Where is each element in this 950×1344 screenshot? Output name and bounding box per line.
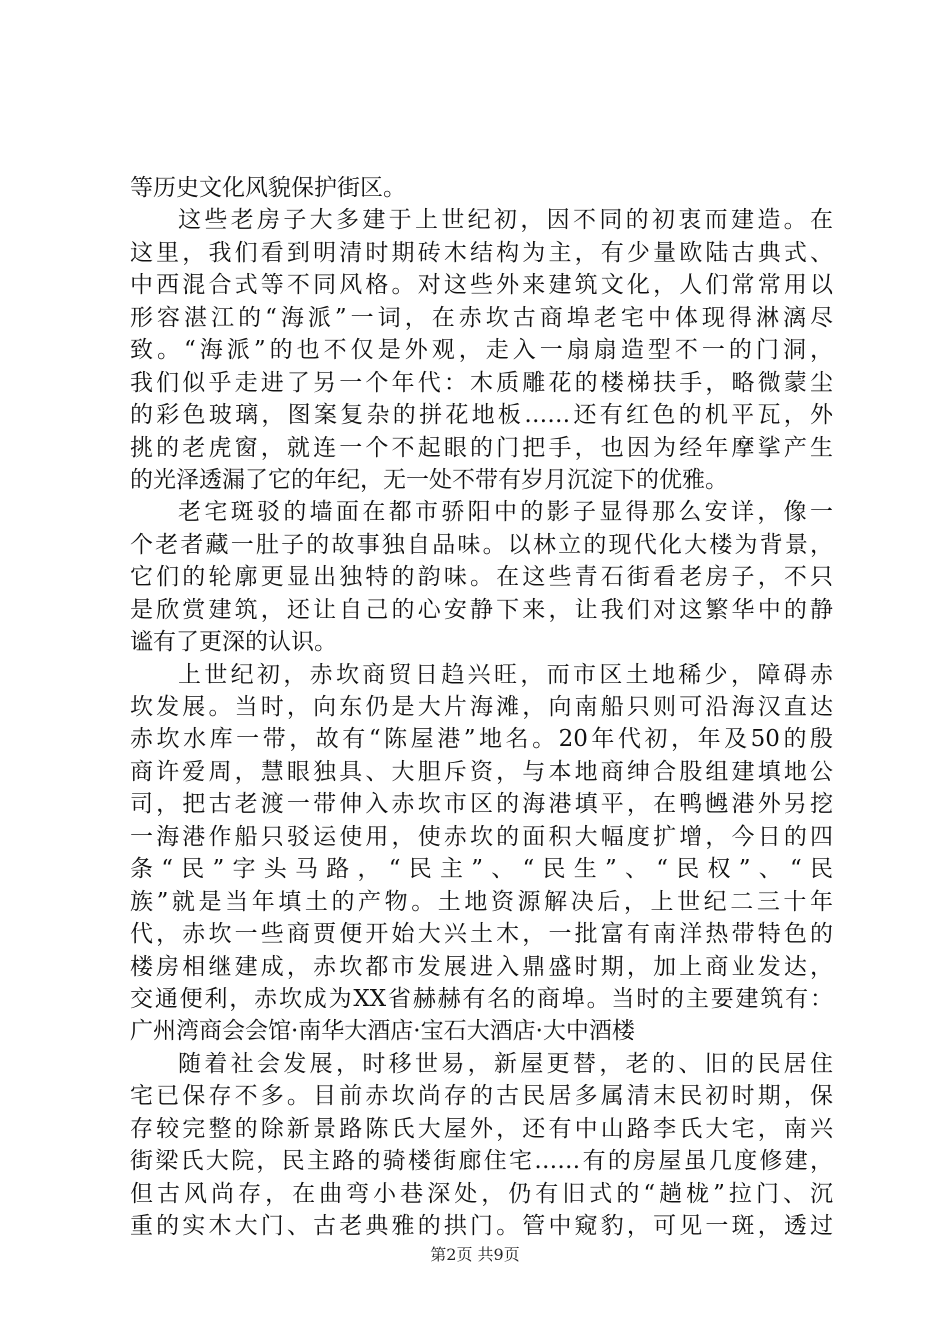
text-line: 交通便利，赤坎成为XX省赫赫有名的商埠。当时的主要建筑有： [130,985,833,1012]
text-line: 条“民”字头马路，“民主”、“民生”、“民权”、“民 [130,856,833,883]
text-line: 的彩色玻璃，图案复杂的拼花地板……还有红色的机平瓦，外 [130,402,833,429]
text-line: 谧有了更深的认识。 [130,629,337,656]
text-line: 这里，我们看到明清时期砖木结构为主，有少量欧陆古典式、 [130,239,833,266]
text-line: 这些老房子大多建于上世纪初，因不同的初衷而建造。在 [178,207,833,234]
text-line: 赤坎水库一带，故有“陈屋港”地名。20年代初，年及50的殷 [130,726,833,753]
text-line: 形容湛江的“海派”一词，在赤坎古商埠老宅中体现得淋漓尽 [130,304,833,331]
text-line: 中西混合式等不同风格。对这些外来建筑文化，人们常常用以 [130,272,833,299]
text-line: 致。“海派”的也不仅是外观，走入一扇扇造型不一的门洞， [130,337,833,364]
text-line: 上世纪初，赤坎商贸日趋兴旺，而市区土地稀少，障碍赤 [178,661,833,688]
document-body [130,172,833,1242]
text-line: 重的实木大门、古老典雅的拱门。管中窥豹，可见一斑，透过 [130,1213,833,1239]
text-line: 宅已保存不多。目前赤坎尚存的古民居多属清末民初时期，保 [130,1083,833,1110]
text-line: 个老者藏一肚子的故事独自品味。以林立的现代化大楼为背景， [130,531,833,558]
text-line: 楼房相继建成，赤坎都市发展进入鼎盛时期，加上商业发达， [130,953,833,980]
text-line: 广州湾商会会馆·南华大酒店·宝石大酒店·大中酒楼 [130,1018,635,1045]
text-line: 挑的老虎窗，就连一个不起眼的门把手，也因为经年摩挲产生 [130,434,833,461]
text-line: 的光泽透漏了它的年纪，无一处不带有岁月沉淀下的优雅。 [130,466,728,493]
text-line: 我们似乎走进了另一个年代：木质雕花的楼梯扶手，略微蒙尘 [130,369,833,396]
text-line: 司，把古老渡一带伸入赤坎市区的海港填平，在鸭乸港外另挖 [130,791,833,818]
text-line: 商许爱周，慧眼独具、大胆斥资，与本地商绅合股组建填地公 [130,758,833,785]
text-line: 族”就是当年填土的产物。土地资源解决后，上世纪二三十年 [130,888,833,915]
text-line: 一海港作船只驳运使用，使赤坎的面积大幅度扩增，今日的四 [130,823,833,850]
text-line: 存较完整的除新景路陈氏大屋外，还有中山路李氏大宅，南兴 [130,1115,833,1142]
text-line: 但古风尚存，在曲弯小巷深处，仍有旧式的“趟栊”拉门、沉 [130,1180,833,1207]
page-number-label: 第2页 共9页 [430,1245,520,1264]
page-footer [0,1245,950,1265]
text-line: 等历史文化风貌保护街区。 [130,175,406,201]
text-line: 老宅斑驳的墙面在都市骄阳中的影子显得那么安详，像一 [178,499,833,526]
text-line: 街梁氏大院，民主路的骑楼街廊住宅……有的房屋虽几度修建， [130,1148,833,1175]
text-line: 它们的轮廓更显出独特的韵味。在这些青石街看老房子，不只 [130,564,833,591]
text-line: 随着社会发展，时移世易，新屋更替，老的、旧的民居住 [178,1050,833,1077]
text-line: 坎发展。当时，向东仍是大片海滩，向南船只则可沿海汉直达 [130,694,833,720]
text-line: 代，赤坎一些商贾便开始大兴土木，一批富有南洋热带特色的 [130,921,833,948]
text-line: 是欣赏建筑，还让自己的心安静下来，让我们对这繁华中的静 [130,596,833,623]
